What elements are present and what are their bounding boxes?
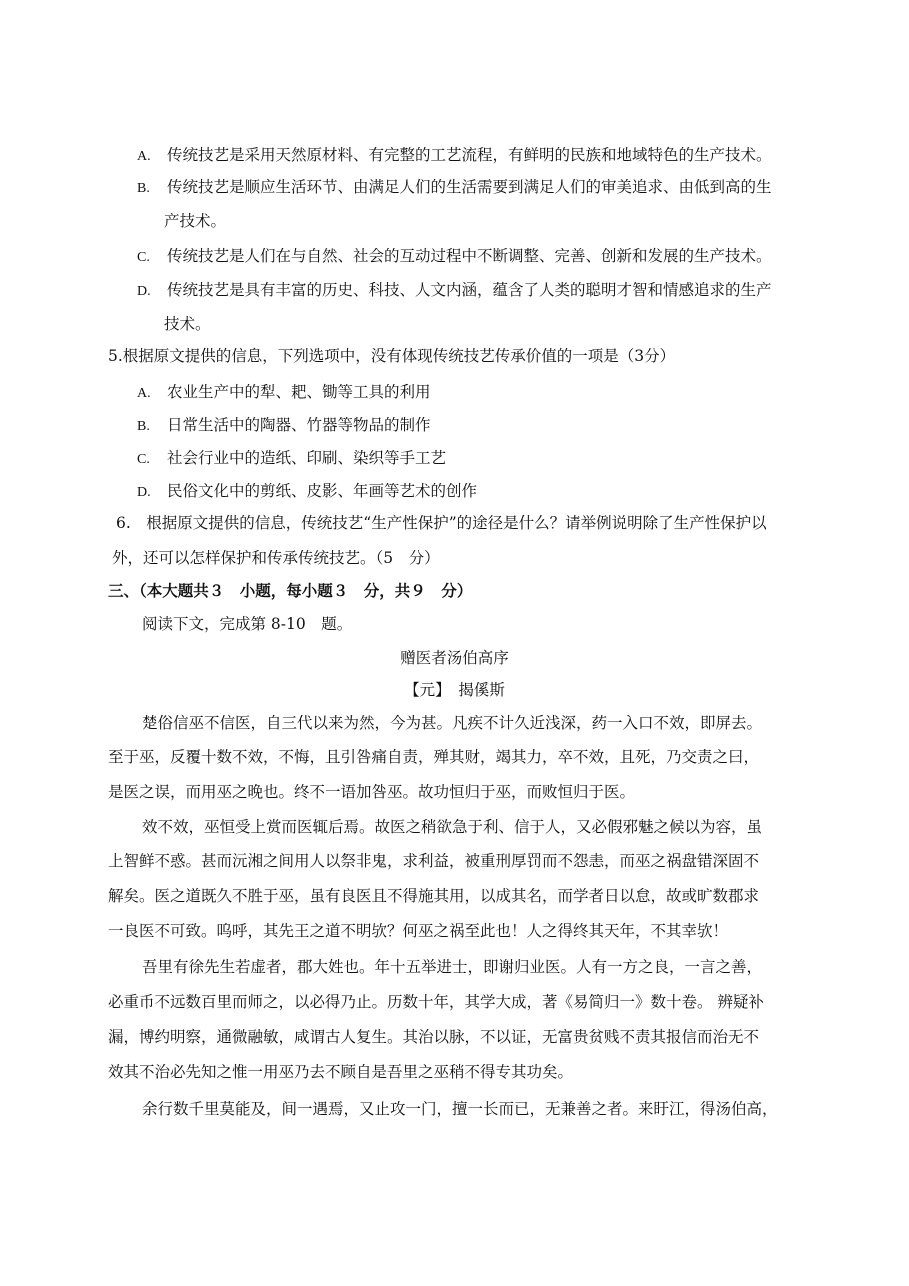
option-text: 日常生活中的陶器、竹器等物品的制作 bbox=[167, 416, 431, 434]
option-text: 社会行业中的造纸、印刷、染织等手工艺 bbox=[167, 449, 447, 467]
q5-option-b bbox=[137, 414, 431, 438]
q6-line-1: 6. 根据原文提供的信息，传统技艺“生产性保护”的途径是什么？请举例说明除了生产性保护以 bbox=[116, 514, 767, 532]
passage-line: 吾里有徐先生若虚者，郡大姓也。年十五举进士，即谢归业医。人有一方之良，一言之善， bbox=[142, 958, 763, 976]
passage-line: 上智鲜不惑。甚而沅湘之间用人以祭非鬼，求利益，被重刑厚罚而不怨恚，而巫之祸盘错深固不 bbox=[108, 852, 760, 870]
q5-option-a bbox=[137, 381, 431, 405]
passage-line: 至于巫，反覆十数不效，不悔，且引咎痛自责，殚其财，竭其力，卒不效，且死，乃交责之曰， bbox=[108, 748, 760, 766]
q6-line-2: 外，还可以怎样保护和传承传统技艺。（5 分） bbox=[112, 549, 440, 567]
passage-line: 漏，博约明察，通微融敏，咸谓古人复生。其治以脉，不以证，无富贵贫贱不责其报信而治无不 bbox=[108, 1028, 760, 1046]
q5-option-c bbox=[137, 447, 446, 471]
option-text: 民俗文化中的剪纸、皮影、年画等艺术的创作 bbox=[167, 482, 478, 500]
q4-option-c bbox=[137, 245, 772, 269]
option-letter: A. bbox=[137, 386, 151, 401]
option-letter: D. bbox=[137, 485, 151, 500]
passage-line: 效不效，巫恒受上赏而医辄后焉。故医之稍欲急于利、信于人，又必假邪魅之候以为容，虽 bbox=[142, 818, 763, 836]
passage-author: 【元】 揭傒斯 bbox=[404, 681, 505, 699]
passage-line: 解矣。医之道既久不胜于巫，虽有良医且不得施其用，以成其名，而学者日以怠，故或旷数郡求 bbox=[108, 887, 760, 905]
passage-line: 余行数千里莫能及，间一遇焉，又止攻一门，擅一长而已，无兼善之者。来盱江，得汤伯高， bbox=[142, 1100, 778, 1118]
option-letter: B. bbox=[137, 419, 150, 434]
q4-option-d-continuation: 技术。 bbox=[164, 315, 211, 333]
passage-line: 楚俗信巫不信医，自三代以来为然，今为甚。凡疾不计久近浅深，药一入口不效，即屏去。 bbox=[142, 714, 763, 732]
q4-option-d bbox=[137, 279, 772, 303]
q5-option-d bbox=[137, 480, 477, 504]
q4-option-b-continuation: 产技术。 bbox=[164, 212, 227, 230]
option-letter: C. bbox=[137, 452, 150, 467]
passage-line: 是医之误，而用巫之晚也。终不一语加咎巫。故功恒归于巫，而败恒归于医。 bbox=[108, 783, 636, 801]
q4-option-a bbox=[137, 144, 772, 168]
option-text: 传统技艺是顺应生活环节、由满足人们的生活需要到满足人们的审美追求、由低到高的生 bbox=[167, 178, 772, 196]
passage-line: 效其不治必先知之惟一用巫乃去不顾自是吾里之巫稍不得专其功矣。 bbox=[108, 1063, 574, 1081]
passage-line: 必重币不远数百里而师之，以必得乃止。历数十年，其学大成，著《易简归一》数十卷。 辨疑补 bbox=[108, 993, 764, 1011]
option-text: 传统技艺是具有丰富的历史、科技、人文内涵，蕴含了人类的聪明才智和情感追求的生产 bbox=[167, 281, 772, 299]
option-letter: D. bbox=[137, 284, 151, 299]
section-heading: 三、（本大题共３ 小题，每小题３ 分，共９ 分） bbox=[108, 581, 473, 600]
option-text: 传统技艺是人们在与自然、社会的互动过程中不断调整、完善、创新和发展的生产技术。 bbox=[167, 247, 772, 265]
option-letter: A. bbox=[137, 149, 151, 164]
reading-instruction: 阅读下文，完成第 8-10 题。 bbox=[142, 615, 353, 633]
q4-option-b bbox=[137, 176, 772, 200]
passage-line: 一良医不可致。呜呼，其先王之道不明欤？何巫之祸至此也！人之得终其天年，不其幸欤！ bbox=[108, 922, 729, 940]
q5-stem: 5.根据原文提供的信息，下列选项中，没有体现传统技艺传承价值的一项是（3分） bbox=[108, 347, 676, 365]
option-text: 农业生产中的犁、耙、锄等工具的利用 bbox=[167, 383, 431, 401]
option-letter: C. bbox=[137, 250, 150, 265]
passage-title: 赠医者汤伯高序 bbox=[400, 649, 509, 667]
option-text: 传统技艺是采用天然原材料、有完整的工艺流程，有鲜明的民族和地域特色的生产技术。 bbox=[167, 146, 772, 164]
option-letter: B. bbox=[137, 181, 150, 196]
